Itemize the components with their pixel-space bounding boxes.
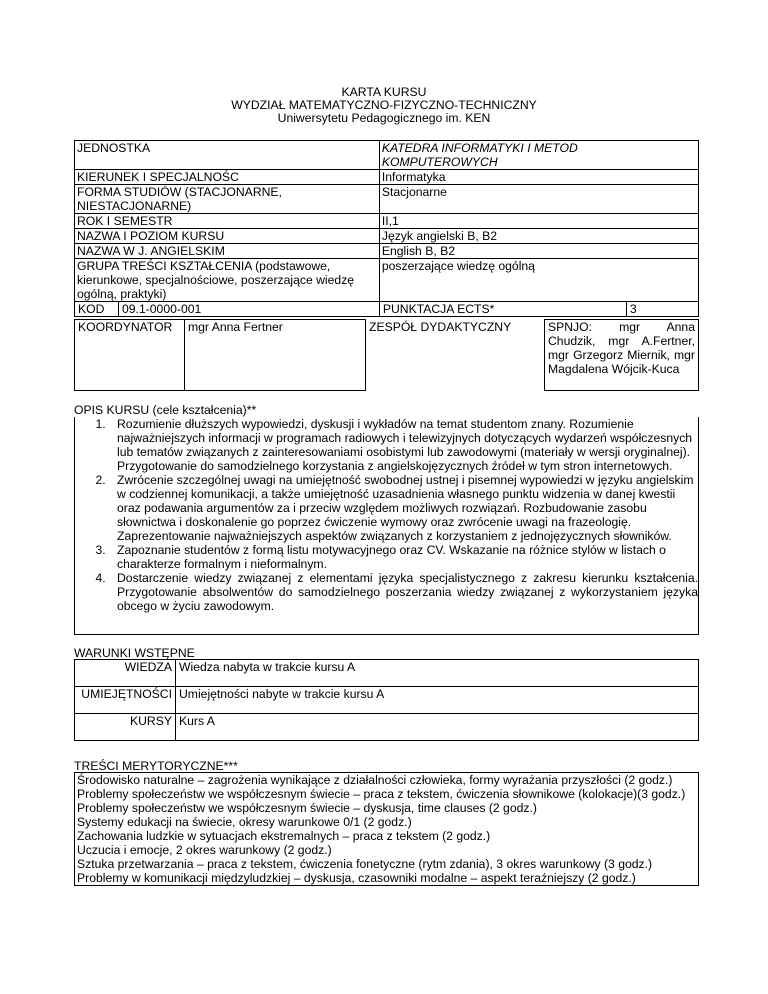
list-item <box>109 417 698 473</box>
warunki-value: Kurs A <box>176 714 699 741</box>
list-item <box>109 473 698 543</box>
course-info-table <box>74 140 699 317</box>
list-item: Problemy społeczeństw we współczesnym świecie – dyskusja, time clauses (2 godz.) <box>77 801 537 815</box>
coordinator-row <box>75 320 699 391</box>
list-item: Problemy w komunikacji międzyludzkiej – dyskusja, czasowniki modalne – aspekt teraźniejszy (2 godz.) <box>77 871 636 885</box>
tresci-title: TREŚCI MERYTORYCZNE*** <box>74 759 238 773</box>
opis-item-text: 3. Zapoznanie studentów z formą listu motywacyjnego oraz CV. Wskazanie na różnice stylów w listach o charakterze formalnym i nieformalnym. <box>117 543 666 571</box>
kod-value: 09.1-0000-001 <box>119 302 380 317</box>
info-value: poszerzające wiedzę ogólną <box>379 259 698 302</box>
list-item <box>109 571 698 613</box>
list-item <box>109 543 698 571</box>
warunki-value: Wiedza nabyta w trakcie kursu A <box>176 660 699 687</box>
info-row-nazwa-en <box>75 244 699 259</box>
coordinator-label: KOORDYNATOR <box>75 320 185 391</box>
list-item: Systemy edukacji na świecie, okresy warunkowe 0/1 (2 godz.) <box>77 815 412 829</box>
table-row <box>75 660 699 687</box>
warunki-label: KURSY <box>75 714 176 741</box>
team-label: ZESPÓŁ DYDAKTYCZNY <box>366 320 545 391</box>
ects-label: PUNKTACJA ECTS* <box>379 302 626 317</box>
warunki-value: Umiejętności nabyte w trakcie kursu A <box>176 687 699 714</box>
warunki-table <box>74 659 699 741</box>
kod-label: KOD <box>75 302 119 317</box>
opis-box <box>74 417 699 635</box>
warunki-title: WARUNKI WSTĘPNE <box>74 646 195 660</box>
info-label: FORMA STUDIÓW (STACJONARNE, NIESTACJONARNE) <box>75 185 380 214</box>
info-row-kierunek <box>75 170 699 185</box>
info-row-nazwa <box>75 229 699 244</box>
coordinator-table <box>74 319 699 391</box>
tresci-box <box>74 772 699 886</box>
opis-item-text: 1. Rozumienie dłuższych wypowiedzi, dyskusji i wykładów na temat studentom znany. Rozumienie najważniejszych informacji w programach radiowych i telewizyjnych dotyczących wydarzeń współczesnych lub tematów związanych z zainteresowaniami osobistymi lub zawodowymi (materiały w wersji oryginalnej). Przygotowanie do samodzielnego korzystania z angielskojęzycznych źródeł w tym stron internetowych. <box>117 417 693 473</box>
info-value: Język angielski B, B2 <box>379 229 698 244</box>
header-university: Uniwersytetu Pedagogicznego im. KEN <box>277 111 491 125</box>
header-faculty: WYDZIAŁ MATEMATYCZNO-FIZYCZNO-TECHNICZNY <box>231 98 537 112</box>
document-header <box>0 86 768 125</box>
info-row-jednostka <box>75 141 699 170</box>
info-label: NAZWA I POZIOM KURSU <box>75 229 380 244</box>
table-row <box>75 714 699 741</box>
warunki-label: WIEDZA <box>75 660 176 687</box>
info-row-kod <box>75 302 699 317</box>
info-row-forma <box>75 185 699 214</box>
info-label: ROK I SEMESTR <box>75 214 380 229</box>
info-row-grupa <box>75 259 699 302</box>
opis-item-text: 4. Dostarczenie wiedzy związanej z elementami języka specjalistycznego z zakresu kierunku kształcenia. Przygotowanie absolwentów do samodzielnego poszerzania wiedzy związanej z wykorzystaniem języka obcego w życiu zawodowym. <box>117 571 698 613</box>
ects-value: 3 <box>626 302 698 317</box>
list-item: Sztuka przetwarzania – praca z tekstem, ćwiczenia fonetyczne (rytm zdania), 3 okres warunkowy (3 godz.) <box>77 857 653 871</box>
info-value: Informatyka <box>379 170 698 185</box>
list-item: Środowisko naturalne – zagrożenia wynikające z działalności człowieka, formy wyrażania przyszłości (2 godz.) <box>77 773 673 787</box>
opis-list <box>75 417 698 613</box>
info-label: GRUPA TREŚCI KSZTAŁCENIA (podstawowe, kierunkowe, specjalnościowe, poszerzające wiedzę ogólną, praktyki) <box>75 259 380 302</box>
info-value: KATEDRA INFORMATYKI I METOD KOMPUTEROWYCH <box>379 141 698 170</box>
list-item: Zachowania ludzkie w sytuacjach ekstremalnych – praca z tekstem (2 godz.) <box>77 829 491 843</box>
info-value: English B, B2 <box>379 244 698 259</box>
warunki-label: UMIEJĘTNOŚCI <box>75 687 176 714</box>
opis-item-text: 2. Zwrócenie szczególnej uwagi na umiejętność swobodnej ustnej i pisemnej wypowiedzi w języku angielskim w codziennej komunikacji, a także umiejętność uzasadnienia własnego punktu widzenia w danej kwestii oraz podawania argumentów za i przeciw względem możliwych rozwiązań. Rozbudowanie zasobu słownictwa i doskonalenie go poprzez ćwiczenie wymowy oraz zwrócenie uwagi na frazeologię. Zaprezentowanie najważniejszych aspektów związanych z korzystaniem z jednojęzycznych słowników. <box>117 473 694 543</box>
info-label: JEDNOSTKA <box>75 141 380 170</box>
list-item: Uczucia i emocje, 2 okres warunkowy (2 godz.) <box>77 843 332 857</box>
info-value: Stacjonarne <box>379 185 698 214</box>
info-value: II,1 <box>379 214 698 229</box>
team-value: SPNJO: mgr Anna Chudzik, mgr A.Fertner, mgr Grzegorz Miernik, mgr Magdalena Wójcik-Kuca <box>545 320 699 391</box>
info-label: NAZWA W J. ANGIELSKIM <box>75 244 380 259</box>
opis-title: OPIS KURSU (cele kształcenia)** <box>74 403 257 417</box>
coordinator-value: mgr Anna Fertner <box>185 320 366 391</box>
info-row-rok <box>75 214 699 229</box>
header-title: KARTA KURSU <box>341 85 427 99</box>
list-item: Problemy społeczeństw we współczesnym świecie – praca z tekstem, ćwiczenia słownikowe (kolokacje)(3 godz.) <box>77 787 686 801</box>
table-row <box>75 687 699 714</box>
info-label: KIERUNEK I SPECJALNOŚC <box>75 170 380 185</box>
